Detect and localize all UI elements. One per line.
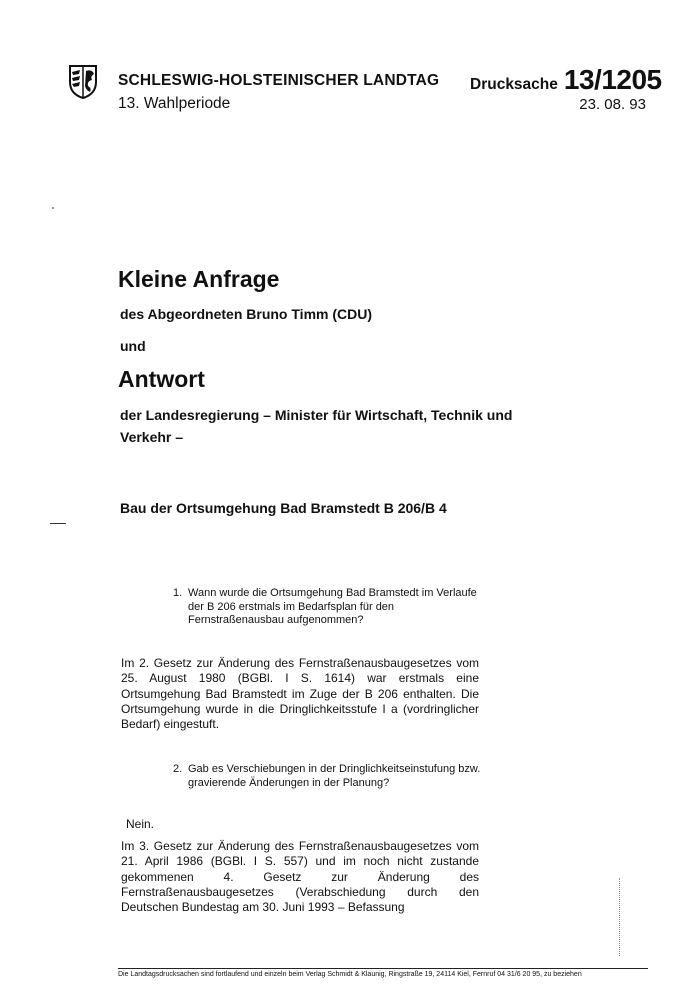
margin-dash	[50, 523, 66, 524]
abgeordneter-line: des Abgeordneten Bruno Timm (CDU)	[120, 306, 373, 322]
drucksache-id	[470, 64, 662, 96]
drucksache-label: Drucksache	[470, 76, 558, 93]
question-2-number: 2.	[173, 763, 183, 775]
question-1	[173, 587, 483, 628]
drucksache-number: 13/1205	[563, 64, 662, 95]
answer-1: Im 2. Gesetz zur Änderung des Fernstraßenausbaugesetzes vom 25. August 1980 (BGBl. I S. 1614) war erstmals eine Ortsumgehung Bad Bramstedt im Zuge der B 206 enthalten. Die Ortsumgehung wurde in die Dringlichkeitsstufe I a (vordringlicher Bedarf) eingestuft.	[121, 656, 479, 732]
wahlperiode: 13. Wahlperiode	[118, 95, 231, 112]
answer-2: Im 3. Gesetz zur Änderung des Fernstraßenausbaugesetzes vom 21. April 1986 (BGBl. I S. 557) und im noch nicht zustande gekommenen 4. Gesetz zur Änderung des Fernstraßenausbaugesetzes (Verabschiedung durch den Deutschen Bundestag am 30. Juni 1993 – Befassung	[121, 839, 479, 915]
heading-antwort: Antwort	[118, 366, 205, 392]
question-2-text: Gab es Verschiebungen in der Dringlichkeitseinstufung bzw. gravierende Änderungen in der Planung?	[188, 763, 481, 789]
heading-kleine-anfrage: Kleine Anfrage	[118, 266, 280, 292]
question-1-text: Wann wurde die Ortsumgehung Bad Bramstedt im Verlaufe der B 206 erstmals im Bedarfsplan für den Fernstraßenausbau aufgenommen?	[188, 587, 477, 626]
institution-name: SCHLESWIG-HOLSTEINISCHER LANDTAG	[118, 72, 440, 89]
und-line: und	[120, 338, 146, 354]
landesregierung-line: der Landesregierung – Minister für Wirtschaft, Technik und Verkehr –	[120, 407, 513, 445]
margin-line	[619, 878, 621, 956]
footer-rule	[118, 968, 648, 969]
document-date: 23. 08. 93	[579, 96, 646, 113]
landtag-coat-of-arms-icon	[68, 64, 98, 100]
footer-note: Die Landtagsdrucksachen sind fortlaufend und einzeln beim Verlag Schmidt & Klaunig, Ringstraße 19, 24114 Kiel, Fernruf 04 31/6 20 95, zu beziehen	[118, 971, 582, 978]
question-2	[173, 763, 483, 790]
answer-2-short: Nein.	[126, 817, 155, 831]
subject-line: Bau der Ortsumgehung Bad Bramstedt B 206/B 4	[120, 500, 447, 516]
margin-dot	[52, 207, 54, 209]
question-1-number: 1.	[173, 587, 183, 599]
